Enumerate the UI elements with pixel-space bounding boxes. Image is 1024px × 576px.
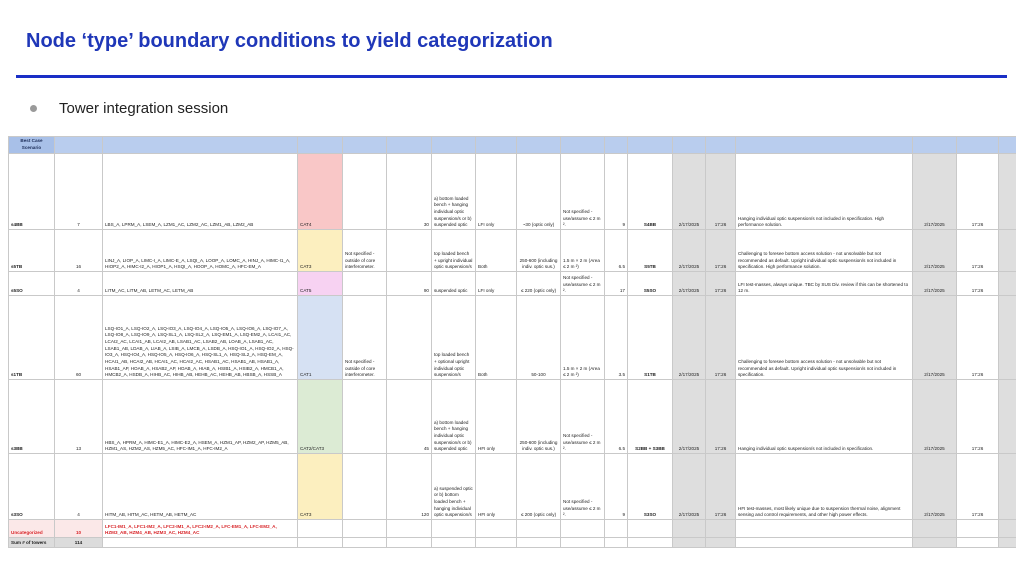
row-time-2: 17:26 bbox=[957, 296, 999, 380]
row-count: 4 bbox=[55, 454, 103, 520]
empty-cell bbox=[476, 520, 517, 538]
empty-cell bbox=[298, 520, 343, 538]
row-value: 9 bbox=[605, 454, 628, 520]
empty-cell bbox=[432, 520, 476, 538]
empty-cell bbox=[913, 520, 957, 538]
row-spec: Not specified - outside of core interferometer. bbox=[343, 296, 387, 380]
row-bench: a) suspended optic or b) bottom loaded bench + hanging individual optic suspension/s bbox=[432, 454, 476, 520]
row-type: s1TB bbox=[9, 296, 55, 380]
row-comment: Hanging individual optic suspension/s not included in specification. High performance solution. bbox=[736, 154, 913, 230]
row-nodes: LITM_AC, LITM_AB, LETM_AC, LETM_AB bbox=[103, 272, 298, 296]
empty-cell bbox=[476, 538, 517, 548]
empty-cell bbox=[706, 520, 736, 538]
header-cell bbox=[957, 137, 999, 154]
row-category: CAT3 bbox=[298, 454, 343, 520]
row-value: 17 bbox=[605, 272, 628, 296]
header-cell bbox=[476, 137, 517, 154]
row-date: 2/17/2025 bbox=[673, 154, 706, 230]
row-ifo: LFI only bbox=[476, 272, 517, 296]
empty-cell bbox=[673, 538, 706, 548]
empty-cell bbox=[999, 520, 1017, 538]
row-area: 1.5 m × 2 m (Area ≤ 2 m ²) bbox=[561, 296, 605, 380]
empty-cell bbox=[103, 538, 298, 548]
header-cell bbox=[343, 137, 387, 154]
row-time-2: 17:26 bbox=[957, 454, 999, 520]
empty-cell bbox=[605, 520, 628, 538]
row-empty bbox=[999, 272, 1017, 296]
row-empty bbox=[999, 230, 1017, 272]
row-empty bbox=[999, 154, 1017, 230]
row-value: 6.5 bbox=[605, 380, 628, 454]
row-empty bbox=[999, 380, 1017, 454]
header-cell bbox=[432, 137, 476, 154]
row-spec-number: 45 bbox=[387, 380, 432, 454]
header-best-case: Best Case Scenario bbox=[9, 137, 55, 154]
row-spec-number: 90 bbox=[387, 272, 432, 296]
empty-cell bbox=[387, 520, 432, 538]
empty-cell bbox=[561, 538, 605, 548]
row-spec: Not specified - outside of core interferometer. bbox=[343, 230, 387, 272]
row-time-2: 17:26 bbox=[957, 380, 999, 454]
header-cell bbox=[628, 137, 673, 154]
bullet-dot-icon bbox=[30, 105, 37, 112]
header-cell bbox=[298, 137, 343, 154]
header-cell bbox=[736, 137, 913, 154]
row-type: s3BB bbox=[9, 380, 55, 454]
row-nodes: HITM_AB, HITM_AC, HETM_AB, HETM_AC bbox=[103, 454, 298, 520]
row-time: 17:26 bbox=[706, 272, 736, 296]
row-category: CAT5 bbox=[298, 272, 343, 296]
row-ifo: Both bbox=[476, 296, 517, 380]
row-time: 17:26 bbox=[706, 380, 736, 454]
row-date: 2/17/2025 bbox=[673, 296, 706, 380]
empty-cell bbox=[517, 538, 561, 548]
row-category: CAT1 bbox=[298, 296, 343, 380]
sum-count: 114 bbox=[55, 538, 103, 548]
table-row bbox=[9, 154, 1017, 230]
empty-cell bbox=[628, 520, 673, 538]
empty-cell bbox=[343, 538, 387, 548]
empty-cell bbox=[387, 538, 432, 548]
row-time: 17:26 bbox=[706, 296, 736, 380]
uncategorized-count: 10 bbox=[55, 520, 103, 538]
row-time: 17:26 bbox=[706, 454, 736, 520]
empty-cell bbox=[736, 538, 913, 548]
row-spec-number: 120 bbox=[387, 454, 432, 520]
row-optic-count: ~30 (optic only) bbox=[517, 154, 561, 230]
header-cell bbox=[55, 137, 103, 154]
row-area: Not specified - use/assume ≤ 2 m ². bbox=[561, 154, 605, 230]
row-date: 2/17/2025 bbox=[673, 454, 706, 520]
sum-label: Sum # of towers bbox=[9, 538, 55, 548]
row-comment: Challenging to foresee bottom access solution - not unsolvable but not recommended as default. Upright individual optic suspension/s not included in specification. High performance solution. bbox=[736, 230, 913, 272]
row-comment: Hanging individual optic suspension/s not included in specification. bbox=[736, 380, 913, 454]
row-empty bbox=[999, 454, 1017, 520]
row-value: 9 bbox=[605, 154, 628, 230]
empty-cell bbox=[957, 538, 999, 548]
empty-cell bbox=[343, 520, 387, 538]
row-spec-number bbox=[387, 230, 432, 272]
empty-cell bbox=[517, 520, 561, 538]
empty-cell bbox=[298, 538, 343, 548]
row-date-2: 2/17/2025 bbox=[913, 380, 957, 454]
row-short-code: S5TB bbox=[628, 230, 673, 272]
header-cell bbox=[517, 137, 561, 154]
empty-cell bbox=[706, 538, 736, 548]
row-bench: a) bottom loaded bench + hanging individual optic suspension/s or b) suspended optic bbox=[432, 380, 476, 454]
row-date: 2/17/2025 bbox=[673, 230, 706, 272]
row-date: 2/17/2025 bbox=[673, 272, 706, 296]
row-type: s3SO bbox=[9, 454, 55, 520]
bullet-item bbox=[30, 100, 228, 117]
row-optic-count: ≤ 220 (optic only) bbox=[517, 272, 561, 296]
row-area: Not specified - use/assume ≤ 2 m ². bbox=[561, 380, 605, 454]
row-category: CAT2/CAT3 bbox=[298, 380, 343, 454]
row-ifo: Both bbox=[476, 230, 517, 272]
row-area: Not specified - use/assume ≤ 2 m ². bbox=[561, 454, 605, 520]
row-comment: Challenging to foresee bottom access solution - not unsolvable but not recommended as default. Upright individual optic suspension/s not included in specification. bbox=[736, 296, 913, 380]
row-category: CAT4 bbox=[298, 154, 343, 230]
row-time-2: 17:26 bbox=[957, 230, 999, 272]
title-divider bbox=[16, 75, 1007, 78]
row-spec-number: 30 bbox=[387, 154, 432, 230]
uncategorized-label: Uncategorized bbox=[9, 520, 55, 538]
row-comment: LFI test-masses, always unique. TBC by SUS Div. review if this can be shortened to 12 m. bbox=[736, 272, 913, 296]
uncategorized-nodes: LFC1-IM1_A, LFC1-IM2_A, LFC2-IM1_A, LFC2-IM2_A, LFC-EM1_A, LFC-EM2_A, HZM3_AB, HZM4_AB, HZM3_AC, HZM4_AC bbox=[103, 520, 298, 538]
bullet-text: Tower integration session bbox=[59, 100, 229, 117]
row-ifo: HFI only bbox=[476, 454, 517, 520]
row-short-code: S3SO bbox=[628, 454, 673, 520]
row-area: 1.5 m × 2 m (Area ≤ 2 m ²) bbox=[561, 230, 605, 272]
row-bench: top loaded bench + upright individual optic suspension/s bbox=[432, 230, 476, 272]
empty-cell bbox=[673, 520, 706, 538]
row-time-2: 17:26 bbox=[957, 272, 999, 296]
categorization-table bbox=[8, 136, 1016, 548]
header-cell bbox=[913, 137, 957, 154]
row-optic-count: 250-600 (including indiv. optic sus.) bbox=[517, 230, 561, 272]
row-date-2: 2/17/2025 bbox=[913, 454, 957, 520]
table-row bbox=[9, 230, 1017, 272]
header-cell bbox=[561, 137, 605, 154]
table-row bbox=[9, 454, 1017, 520]
row-count: 7 bbox=[55, 154, 103, 230]
table-row bbox=[9, 272, 1017, 296]
row-short-code: S4BB bbox=[628, 154, 673, 230]
row-spec bbox=[343, 380, 387, 454]
row-empty bbox=[999, 296, 1017, 380]
row-value: 6.5 bbox=[605, 230, 628, 272]
row-type: s5SO bbox=[9, 272, 55, 296]
row-comment: HFI test-masses, most likely unique due to suspension thermal noise, alignment sensing and control requirements, and other high power effects. bbox=[736, 454, 913, 520]
row-count: 16 bbox=[55, 230, 103, 272]
header-cell bbox=[387, 137, 432, 154]
row-short-code: S5SO bbox=[628, 272, 673, 296]
row-count: 4 bbox=[55, 272, 103, 296]
row-optic-count: ≤ 200 (optic only) bbox=[517, 454, 561, 520]
empty-cell bbox=[432, 538, 476, 548]
empty-cell bbox=[628, 538, 673, 548]
row-bench: suspended optic bbox=[432, 272, 476, 296]
uncategorized-row bbox=[9, 520, 1017, 538]
header-cell bbox=[999, 137, 1017, 154]
spreadsheet-table bbox=[8, 136, 1016, 562]
row-date-2: 2/17/2025 bbox=[913, 230, 957, 272]
row-nodes: LBS_A, LPRM_A, LSEM_A, LZM1_AC, LZM2_AC, LZM1_AB, LZM2_AB bbox=[103, 154, 298, 230]
sum-row bbox=[9, 538, 1017, 548]
row-date-2: 2/17/2025 bbox=[913, 272, 957, 296]
table-row bbox=[9, 296, 1017, 380]
row-nodes: HBS_A, HPRM_A, HIMC-E1_A, HIMC-E2_A, HSEM_A, HZM1_AP, HZM2_AP, HZM5_AB, HZM1_AS, HZM2_AS, HZM5_AC, HFC-IM1_A, HFC-IM2_A bbox=[103, 380, 298, 454]
empty-cell bbox=[913, 538, 957, 548]
row-optic-count: 250-600 (including indiv. optic sus.) bbox=[517, 380, 561, 454]
header-cell bbox=[673, 137, 706, 154]
row-nodes: LINJ_A, LIOP_A, LIMC-I_A, LIMC-E_A, LSQI_A, LOOP_A, LOMC_A, HINJ_A, HIMC-I1_A, HIOP2_A, HIMC-I2_A, HIOP1_A, HSQI_A, HOOP_A, HOMC_A, HFC-EM_A bbox=[103, 230, 298, 272]
row-spec bbox=[343, 154, 387, 230]
empty-cell bbox=[605, 538, 628, 548]
table-row bbox=[9, 380, 1017, 454]
row-type: s4BB bbox=[9, 154, 55, 230]
row-count: 13 bbox=[55, 380, 103, 454]
row-spec bbox=[343, 454, 387, 520]
empty-cell bbox=[999, 538, 1017, 548]
row-nodes: LSQ-IO1_A, LSQ-IO2_A, LSQ-IO3_A, LSQ-IO4_A, LSQ-IO5_A, LSQ-IO6_A, LSQ-IO7_A, LSQ-IO8_A, LSQ-IO9_A, LSQ-SL1_A, LSQ-SL2_A, LSQ-EM1_A, LSQ-EM2_A, LCAI1_AC, LCAI2_AC, LCAI1_AB, LCAI2_AB, LSAB1_AC, LSAB2_AB, LOAB_A, LSAB1_AC, LSAB1_AB, LDAB_A, LIAB_A, LSIB_A, LMCB_A, LSDB_A, HSQ-IO1_A, HSQ-IO2_A, HSQ-IO3_A, HSQ-IO4_A, HSQ-IO5_A, HSQ-IO6_A, HSQ-SL1_A, HSQ-SL2_A, HSQ-EM_A, HCAI1_AB, HCAI2_AB, HCAI1_AC, HCAI2_AC, HSAB1_AC, HSAB1_AB, HSAB1_A, HSAB1_AP, HOAB_A, HSAB2_AP, HOAB_A, HIAB_A, HSIB1_A, HSIB2_A, HMCB1_A, HMCB2_A, HSDB_A, HIHB_AC, HIHB_AB, HEHB_AC, HEHB_AB, HBSB_A, HSSB_A bbox=[103, 296, 298, 380]
row-ifo: LFI only bbox=[476, 154, 517, 230]
row-type: s5TB bbox=[9, 230, 55, 272]
row-bench: a) bottom loaded bench + hanging individual optic suspension/s or b) suspended optic bbox=[432, 154, 476, 230]
row-category: CAT3 bbox=[298, 230, 343, 272]
row-area: Not specified - use/assume ≤ 2 m ². bbox=[561, 272, 605, 296]
row-time: 17:26 bbox=[706, 154, 736, 230]
row-date: 2/17/2025 bbox=[673, 380, 706, 454]
row-date-2: 2/17/2025 bbox=[913, 296, 957, 380]
empty-cell bbox=[561, 520, 605, 538]
header-cell bbox=[103, 137, 298, 154]
row-value: 3.5 bbox=[605, 296, 628, 380]
row-spec bbox=[343, 272, 387, 296]
slide-title: Node ‘type’ boundary conditions to yield categorization bbox=[26, 30, 553, 52]
row-short-code: S1TB bbox=[628, 296, 673, 380]
row-ifo: HFI only bbox=[476, 380, 517, 454]
header-row bbox=[9, 137, 1017, 154]
row-count: 60 bbox=[55, 296, 103, 380]
row-time-2: 17:26 bbox=[957, 154, 999, 230]
empty-cell bbox=[957, 520, 999, 538]
row-bench: top loaded bench + optional upright individual optic suspension/s bbox=[432, 296, 476, 380]
header-cell bbox=[706, 137, 736, 154]
row-optic-count: 50-100 bbox=[517, 296, 561, 380]
empty-cell bbox=[736, 520, 913, 538]
row-date-2: 2/17/2025 bbox=[913, 154, 957, 230]
row-spec-number bbox=[387, 296, 432, 380]
header-cell bbox=[605, 137, 628, 154]
row-time: 17:26 bbox=[706, 230, 736, 272]
row-short-code: S2BB + S3BB bbox=[628, 380, 673, 454]
